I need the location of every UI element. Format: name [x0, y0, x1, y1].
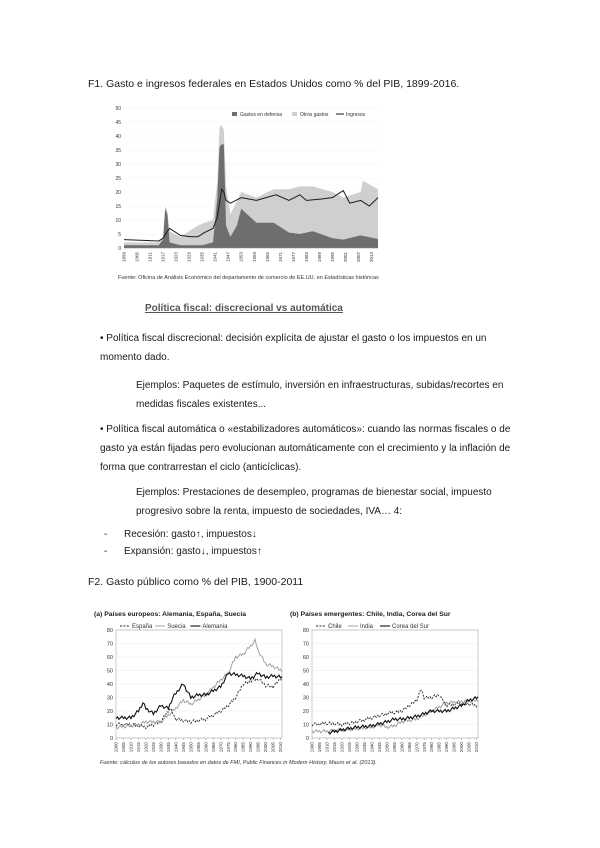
x-tick-label: 1985 [436, 742, 442, 753]
x-tick-label: 1941 [212, 252, 218, 263]
y-tick-label: 80 [302, 628, 309, 634]
y-tick-label: 20 [106, 709, 113, 715]
x-tick-label: 1970 [218, 742, 224, 753]
x-tick-label: 1905 [317, 742, 323, 753]
list-item [104, 542, 262, 561]
legend-label: Ingresos [346, 112, 366, 118]
x-tick-label: 1930 [158, 742, 164, 753]
y-tick-label: 70 [302, 641, 309, 648]
x-tick-label: 1990 [248, 742, 254, 753]
x-tick-label: 1940 [369, 742, 375, 753]
x-tick-label: 1920 [339, 742, 345, 753]
x-tick-label: 1899 [121, 252, 127, 263]
line-corea-del-sur [328, 697, 478, 734]
x-tick-label: 1970 [414, 742, 420, 753]
x-tick-label: 1960 [203, 742, 209, 753]
y-tick-label: 35 [115, 147, 121, 154]
x-tick-label: 1995 [451, 742, 457, 753]
x-tick-label: 1945 [376, 742, 382, 753]
figure-1-source: Fuente: Oficina de Análisis Económico del departamento de comercio de EE.UU. en Estadísticas históricas [118, 275, 379, 281]
x-tick-label: 1923 [173, 252, 179, 263]
y-tick-label: 30 [302, 695, 309, 702]
y-tick-label: 0 [118, 245, 121, 252]
x-tick-label: 2005 [466, 742, 472, 753]
x-tick-label: 1905 [134, 252, 140, 263]
x-tick-label: 1900 [309, 742, 315, 753]
y-tick-label: 30 [115, 161, 121, 168]
y-tick-label: 50 [302, 668, 309, 675]
y-tick-label: 10 [302, 722, 309, 729]
list-item-text: Expansión: gasto↓, impuestos↑ [124, 546, 262, 557]
list-dash: - [104, 546, 108, 557]
x-tick-label: 1910 [324, 742, 330, 753]
legend-label: Suecia [167, 624, 186, 630]
line-españa [116, 677, 282, 729]
y-tick-label: 70 [106, 641, 113, 648]
y-tick-label: 10 [115, 217, 121, 224]
x-tick-label: 1910 [128, 742, 134, 753]
x-tick-label: 1945 [180, 742, 186, 753]
legend-label: Corea del Sur [392, 624, 430, 630]
x-tick-label: 1989 [316, 252, 322, 263]
y-tick-label: 50 [115, 105, 121, 112]
x-tick-label: 2005 [270, 742, 276, 753]
legend [120, 624, 228, 630]
x-tick-label: 2013 [368, 252, 374, 263]
figure-1-chart [110, 98, 390, 286]
x-tick-label: 1977 [290, 252, 296, 263]
x-tick-label: 1965 [264, 252, 270, 263]
paragraph-automatic-examples: Ejemplos: Prestaciones de desempleo, programas de bienestar social, impuesto progresivo sobre la renta, impuesto de sociedades, IVA… 4: [136, 487, 492, 517]
x-tick-label: 1959 [251, 252, 257, 263]
chart-title: (b) Países emergentes: Chile, India, Corea del Sur [290, 611, 451, 618]
x-tick-label: 1920 [143, 742, 149, 753]
y-tick-label: 30 [106, 695, 113, 702]
x-tick-label: 1955 [195, 742, 201, 753]
x-tick-label: 2010 [474, 742, 480, 753]
x-tick-label: 1935 [199, 252, 205, 263]
x-tick-label: 1950 [384, 742, 390, 753]
x-tick-label: 1947 [225, 252, 231, 263]
y-tick-label: 60 [302, 655, 309, 661]
x-tick-label: 1925 [150, 742, 156, 753]
list-dash: - [104, 529, 108, 540]
section-title: Política fiscal: discrecional vs automática [145, 303, 343, 314]
x-tick-label: 2010 [278, 742, 284, 753]
x-tick-label: 1940 [173, 742, 179, 753]
x-tick-label: 1900 [113, 742, 119, 753]
paragraph-automatic: • Política fiscal automática o «estabilizadores automáticos»: cuando las normas fiscales o de gasto ya están fijadas pero evolucionan automáticamente con el crecimiento y la inflación de forma que contrarrestan el ciclo (anticíclicas). [100, 424, 511, 473]
y-tick-label: 20 [302, 709, 309, 715]
legend-label: Alemania [202, 624, 228, 630]
paragraph-discretionary: • Política fiscal discrecional: decisión explícita de ajustar el gasto o los impuestos en un momento dado. [100, 333, 487, 363]
figure-1-title: F1. Gasto e ingresos federales en Estados Unidos como % del PIB, 1899-2016. [88, 78, 460, 90]
y-tick-label: 60 [106, 655, 113, 661]
legend [316, 624, 429, 630]
legend-swatch [292, 112, 297, 116]
x-tick-label: 1975 [421, 742, 427, 753]
figure-2-chart-emerging [288, 606, 484, 762]
y-tick-label: 40 [106, 682, 113, 688]
figure-2-chart-europe [92, 606, 288, 762]
y-tick-label: 20 [115, 189, 121, 196]
x-tick-label: 1915 [332, 742, 338, 753]
figure-2-title: F2. Gasto público como % del PIB, 1900-2011 [88, 576, 304, 588]
x-tick-label: 2001 [342, 252, 348, 263]
x-tick-label: 1911 [147, 252, 153, 262]
y-tick-label: 40 [302, 682, 309, 688]
x-tick-label: 1965 [210, 742, 216, 753]
y-tick-label: 0 [305, 736, 309, 742]
legend-label: Gastos en defensa [240, 112, 282, 118]
x-tick-label: 2000 [263, 742, 269, 753]
x-tick-label: 1953 [238, 252, 244, 263]
y-tick-label: 80 [106, 628, 113, 634]
x-tick-label: 2007 [355, 252, 361, 263]
y-tick-label: 10 [106, 722, 113, 729]
legend-label: Chile [328, 624, 342, 630]
x-tick-label: 2000 [459, 742, 465, 753]
legend-label: España [132, 624, 153, 630]
x-tick-label: 1980 [429, 742, 435, 753]
paragraph-discretionary-examples: Ejemplos: Paquetes de estímulo, inversión en infraestructuras, subidas/recortes en medidas fiscales existentes... [136, 380, 504, 410]
figure-2-source: Fuente: cálculos de los autores basados en datos de FMI, Public Finances in Modern History, Mauro et al. (2013). [100, 760, 377, 766]
y-tick-label: 15 [115, 203, 121, 210]
x-tick-label: 1983 [303, 252, 309, 263]
x-tick-label: 1930 [354, 742, 360, 753]
legend-label: Otros gastos [300, 112, 329, 118]
y-tick-label: 40 [115, 133, 121, 140]
x-tick-label: 1917 [160, 252, 166, 263]
legend-label: India [360, 624, 374, 630]
x-tick-label: 1980 [233, 742, 239, 753]
x-tick-label: 1975 [225, 742, 231, 753]
x-tick-label: 1960 [399, 742, 405, 753]
x-tick-label: 1995 [329, 252, 335, 263]
x-tick-label: 1985 [240, 742, 246, 753]
x-tick-label: 1971 [277, 252, 283, 263]
x-tick-label: 1990 [444, 742, 450, 753]
y-tick-label: 45 [115, 119, 121, 126]
x-tick-label: 1995 [255, 742, 261, 753]
y-tick-label: 50 [106, 668, 113, 675]
x-tick-label: 1925 [346, 742, 352, 753]
x-tick-label: 1929 [186, 252, 192, 263]
y-tick-label: 25 [115, 175, 121, 182]
x-tick-label: 1915 [136, 742, 142, 753]
y-tick-label: 0 [109, 736, 113, 742]
chart-title: (a) Países europeos: Alemania, España, Suecia [94, 611, 246, 618]
legend-swatch [232, 112, 237, 116]
x-tick-label: 1905 [121, 742, 127, 753]
x-tick-label: 1950 [188, 742, 194, 753]
x-tick-label: 1935 [165, 742, 171, 753]
x-tick-label: 1955 [391, 742, 397, 753]
x-tick-label: 1935 [361, 742, 367, 753]
x-tick-label: 1965 [406, 742, 412, 753]
y-tick-label: 5 [118, 231, 121, 238]
list-item-text: Recesión: gasto↑, impuestos↓ [124, 529, 257, 540]
